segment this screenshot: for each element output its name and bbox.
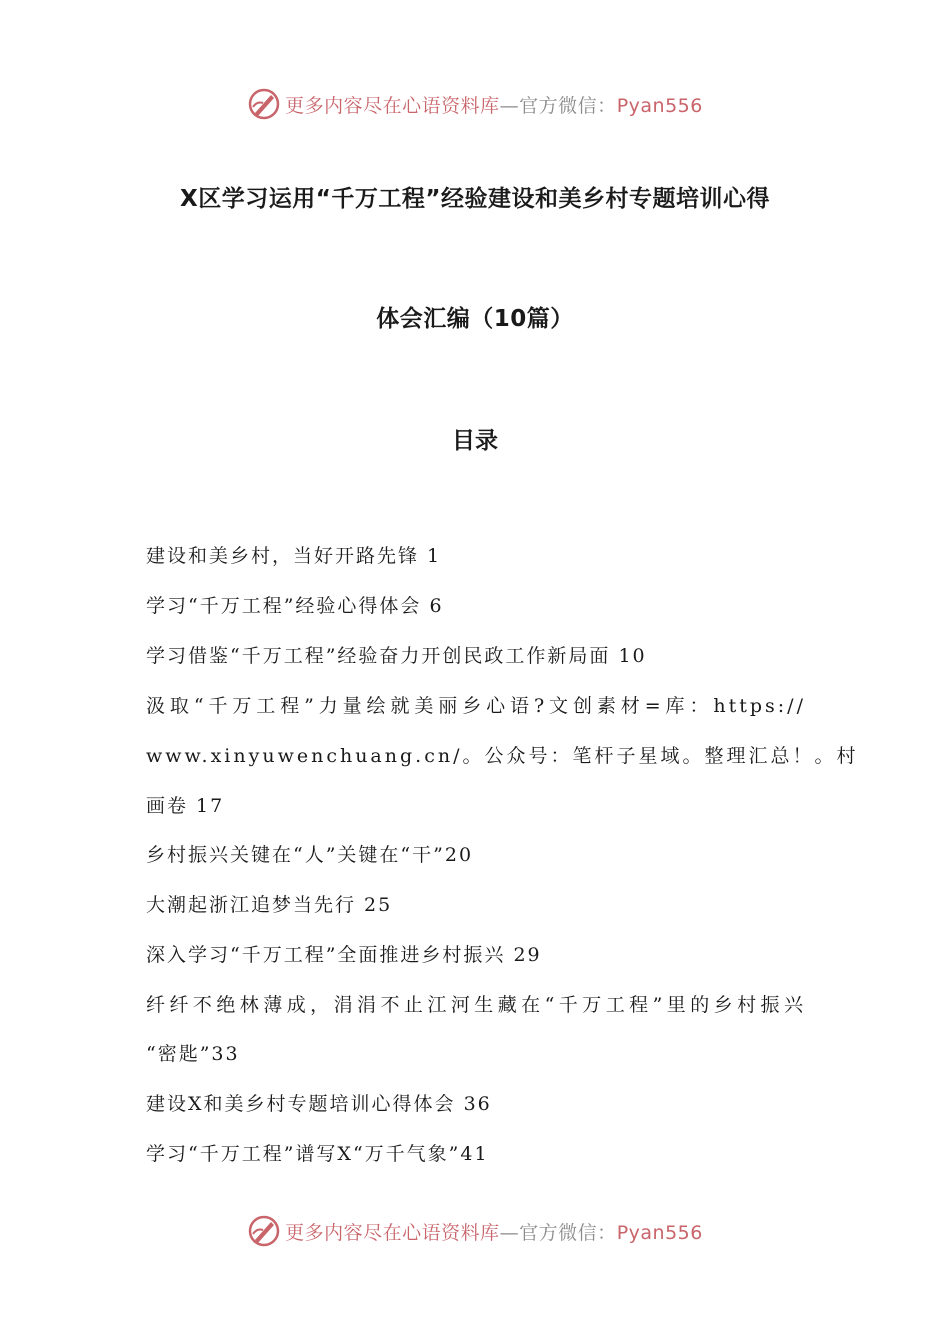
toc-entry[interactable]: 乡村振兴关键在“人”关键在“干”20 [146, 844, 474, 866]
toc-entry[interactable]: 汲取“千万工程”力量绘就美丽乡心语?文创素材=库：https:// [146, 695, 806, 717]
pen-logo-icon [247, 87, 281, 121]
toc-entry[interactable]: 学习“千万工程”经验心得体会 6 [146, 595, 444, 617]
toc-entry-continuation[interactable]: “密匙”33 [146, 1043, 240, 1065]
watermark-main: 更多内容尽在心语资料库 [285, 94, 500, 117]
watermark-dash: — [499, 94, 520, 117]
toc-entry[interactable]: 学习“千万工程”谱写X“万千气象”41 [146, 1143, 489, 1165]
document-title-line-1: X区学习运用“千万工程”经验建设和美乡村专题培训心得 [180, 186, 770, 212]
document-title-line-2: 体会汇编（10篇） [376, 306, 574, 332]
watermark-text [285, 91, 703, 118]
pen-logo-icon [247, 1214, 281, 1248]
watermark-main: 更多内容尽在心语资料库 [285, 1221, 500, 1244]
watermark-text [285, 1218, 703, 1245]
footer-watermark-banner [0, 1211, 950, 1251]
watermark-id: Pyan556 [616, 1221, 703, 1244]
toc-entry[interactable]: 建设X和美乡村专题培训心得体会 36 [146, 1093, 492, 1115]
toc-entry-continuation[interactable]: 画卷 17 [146, 795, 225, 817]
toc-entry[interactable]: 学习借鉴“千万工程”经验奋力开创民政工作新局面 10 [146, 645, 647, 667]
toc-entry[interactable]: 建设和美乡村，当好开路先锋 1 [146, 545, 442, 567]
watermark-dash: — [499, 1221, 520, 1244]
toc-entry[interactable]: 深入学习“千万工程”全面推进乡村振兴 29 [146, 944, 542, 966]
toc-heading: 目录 [452, 428, 498, 454]
toc-entry[interactable]: 纤纤不绝林薄成，涓涓不止江河生藏在“千万工程”里的乡村振兴 [146, 994, 806, 1016]
toc-entry-continuation[interactable]: www.xinyuwenchuang.cn/。公众号：笔杆子星域。整理汇总！。村 [146, 745, 859, 767]
header-watermark-banner [0, 84, 950, 124]
toc-entry[interactable]: 大潮起浙江追梦当先行 25 [146, 894, 393, 916]
watermark-official: 官方微信： [519, 1221, 617, 1244]
watermark-official: 官方微信： [519, 94, 617, 117]
watermark-id: Pyan556 [616, 94, 703, 117]
